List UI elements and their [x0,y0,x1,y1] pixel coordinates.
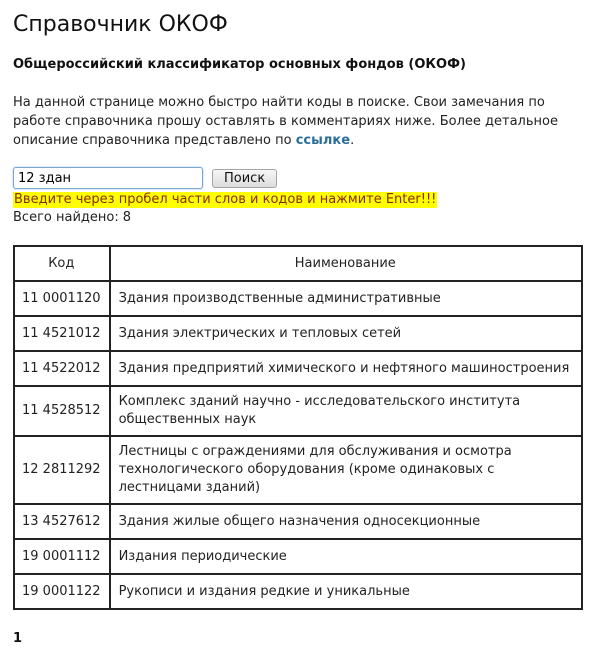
intro-text: На данной странице можно быстро найти коды в поиске. Свои замечания по работе справочника прошу оставлять в комментариях ниже. Более детальное описание справочника представлено по [13,95,558,148]
table-row [14,504,582,539]
column-header-name: Наименование [110,246,582,281]
table-row [14,281,582,316]
table-row [14,351,582,386]
results-count-value: 8 [122,210,131,225]
okof-code: 19 0001122 [14,574,110,609]
okof-code: 13 4527612 [14,504,110,539]
table-row [14,386,582,436]
okof-code: 11 4522012 [14,351,110,386]
okof-name: Здания предприятий химического и нефтяного машиностроения [110,351,582,386]
table-row [14,316,582,351]
intro-end: . [350,133,355,148]
column-header-code: Код [14,246,110,281]
okof-name: Издания периодические [110,539,582,574]
results-table [13,245,583,610]
table-header-row [14,246,582,281]
page-subtitle: Общероссийский классификатор основных фондов (ОКОФ) [13,57,466,72]
okof-name: Комплекс зданий научно - исследовательского института общественных наук [110,386,582,436]
table-row [14,436,582,504]
okof-code: 19 0001112 [14,539,110,574]
okof-name: Здания жилые общего назначения односекционные [110,504,582,539]
details-link[interactable]: ссылке [295,133,351,148]
page-title: Справочник ОКОФ [13,12,228,37]
okof-code: 11 4521012 [14,316,110,351]
okof-name: Рукописи и издания редкие и уникальные [110,574,582,609]
okof-name: Здания электрических и тепловых сетей [110,316,582,351]
table-row [14,574,582,609]
search-input[interactable] [13,167,203,189]
okof-code: 12 2811292 [14,436,110,504]
okof-name: Лестницы с ограждениями для обслуживания и осмотра технологического оборудования (кроме одинаковых с лестницами зданий) [110,436,582,504]
pagination-current-page: 1 [13,631,23,646]
search-bar [13,167,277,189]
okof-name: Здания производственные административные [110,281,582,316]
results-count [13,209,131,227]
search-hint: Введите через пробел части слов и кодов и нажмите Enter!!! [14,192,437,207]
search-button[interactable]: Поиск [212,169,277,188]
intro-paragraph [13,93,588,150]
results-count-label: Всего найдено: [13,210,119,225]
table-row [14,539,582,574]
okof-code: 11 4528512 [14,386,110,436]
okof-code: 11 0001120 [14,281,110,316]
